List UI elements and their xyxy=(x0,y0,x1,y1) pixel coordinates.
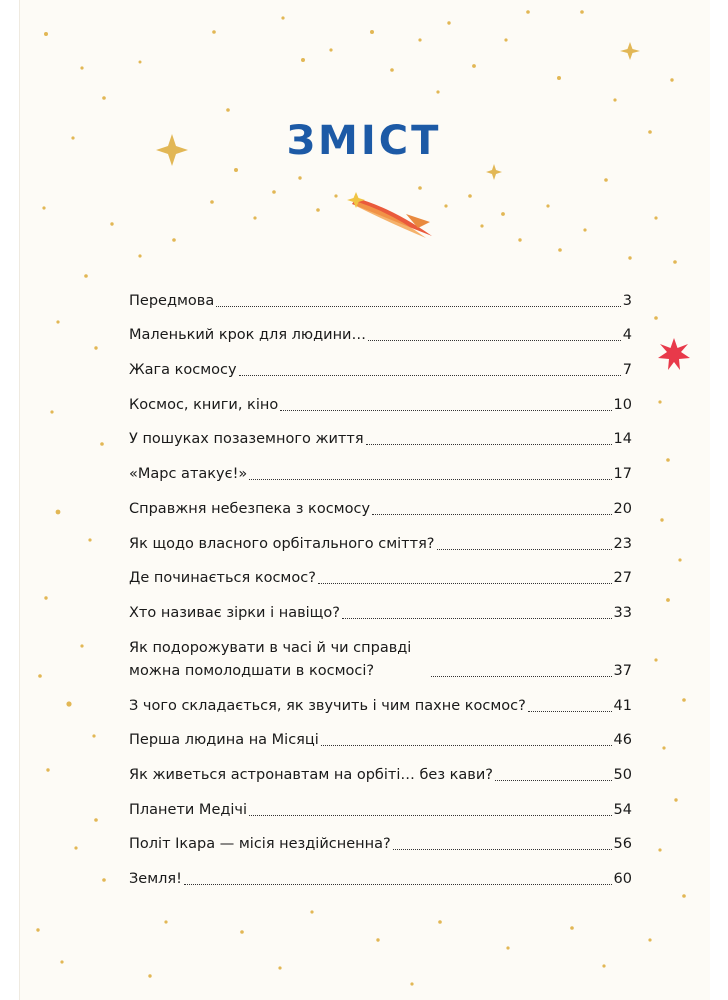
toc-entry[interactable] xyxy=(129,521,632,556)
toc-page-number: 7 xyxy=(622,362,632,379)
toc-entry[interactable] xyxy=(129,347,632,382)
toc-entry[interactable] xyxy=(129,278,632,313)
toc-leader-dots xyxy=(495,780,612,781)
toc-leader-dots xyxy=(249,479,611,480)
toc-page-number: 60 xyxy=(613,871,632,887)
toc-entry-title: Земля! xyxy=(129,871,182,887)
toc-page-number: 23 xyxy=(613,535,632,552)
toc-entry[interactable] xyxy=(129,856,632,891)
toc-entry[interactable] xyxy=(129,486,632,521)
comet-icon xyxy=(347,192,432,238)
toc-leader-dots xyxy=(372,514,612,515)
toc-entry[interactable] xyxy=(129,313,632,348)
toc-entry-title: Жага космосу xyxy=(129,362,237,379)
toc-entry[interactable] xyxy=(129,752,632,787)
toc-page-number: 20 xyxy=(613,500,632,517)
toc-entry-title-line-1: Як подорожувати в часі й чи справді xyxy=(129,639,412,656)
toc-leader-dots xyxy=(280,410,611,411)
toc-entry-title: Перша людина на Місяці xyxy=(129,732,319,749)
toc-leader-dots xyxy=(437,549,612,550)
toc-entry[interactable] xyxy=(129,417,632,452)
toc-entry-title: Як щодо власного орбітального сміття? xyxy=(129,535,435,552)
toc-entry[interactable] xyxy=(129,451,632,486)
toc-page-number: 54 xyxy=(613,801,632,818)
toc-entry-title: Політ Ікара — місія нездійсненна? xyxy=(129,836,391,853)
toc-page-number: 37 xyxy=(613,662,632,679)
toc-leader-dots xyxy=(184,884,612,885)
toc-entry[interactable] xyxy=(129,590,632,625)
toc-leader-dots xyxy=(239,375,621,376)
toc-page-number: 3 xyxy=(622,292,632,309)
toc-entry[interactable] xyxy=(129,787,632,822)
toc-entry[interactable] xyxy=(129,382,632,417)
toc-entry-title: Передмова xyxy=(129,292,215,309)
toc-leader-dots xyxy=(216,306,621,307)
toc-leader-dots xyxy=(431,676,612,677)
toc-entry-title: Хто називає зірки і навіщо? xyxy=(129,604,340,621)
toc-page-number: 17 xyxy=(613,466,632,483)
toc-entry-title: Як живеться астронавтам на орбіті… без кави? xyxy=(129,766,493,783)
toc-leader-dots xyxy=(321,745,612,746)
toc-page-number: 33 xyxy=(613,604,632,621)
toc-page-number: 46 xyxy=(613,732,632,749)
toc-page-number: 10 xyxy=(613,396,632,413)
toc-entry[interactable] xyxy=(129,683,632,718)
toc-entry-title: Космос, книги, кіно xyxy=(129,396,279,413)
table-of-contents xyxy=(129,278,632,891)
toc-entry-title: «Марс атакує!» xyxy=(129,466,248,483)
toc-entry-title-line-2: можна помолодшати в космосі? xyxy=(129,662,375,679)
toc-leader-dots xyxy=(318,583,612,584)
toc-entry[interactable] xyxy=(129,556,632,591)
toc-entry-title: У пошуках позаземного життя xyxy=(129,431,364,448)
toc-leader-dots xyxy=(366,444,612,445)
toc-leader-dots xyxy=(342,618,612,619)
toc-entry-title xyxy=(129,637,429,683)
toc-entry-title: Справжня небезпека з космосу xyxy=(129,500,371,517)
toc-page-number: 4 xyxy=(622,327,632,344)
toc-leader-dots xyxy=(249,815,612,816)
toc-entry[interactable] xyxy=(129,718,632,753)
toc-page-number: 56 xyxy=(613,836,632,853)
toc-leader-dots xyxy=(368,340,621,341)
toc-entry-title: З чого складається, як звучить і чим пахне космос? xyxy=(129,697,526,714)
page-title: ЗМІСТ xyxy=(286,118,442,164)
toc-entry-title: Планети Медічі xyxy=(129,801,248,818)
toc-page-number: 27 xyxy=(613,570,632,587)
toc-leader-dots xyxy=(528,711,612,712)
toc-page-number: 41 xyxy=(613,697,632,714)
toc-entry[interactable] xyxy=(129,625,632,683)
toc-page-number: 14 xyxy=(613,431,632,448)
toc-entry-title: Маленький крок для людини… xyxy=(129,327,366,344)
red-star-icon xyxy=(658,338,690,370)
toc-leader-dots xyxy=(393,849,612,850)
toc-entry[interactable] xyxy=(129,822,632,857)
toc-entry-title: Де починається космос? xyxy=(129,570,316,587)
toc-page-number: 50 xyxy=(613,766,632,783)
